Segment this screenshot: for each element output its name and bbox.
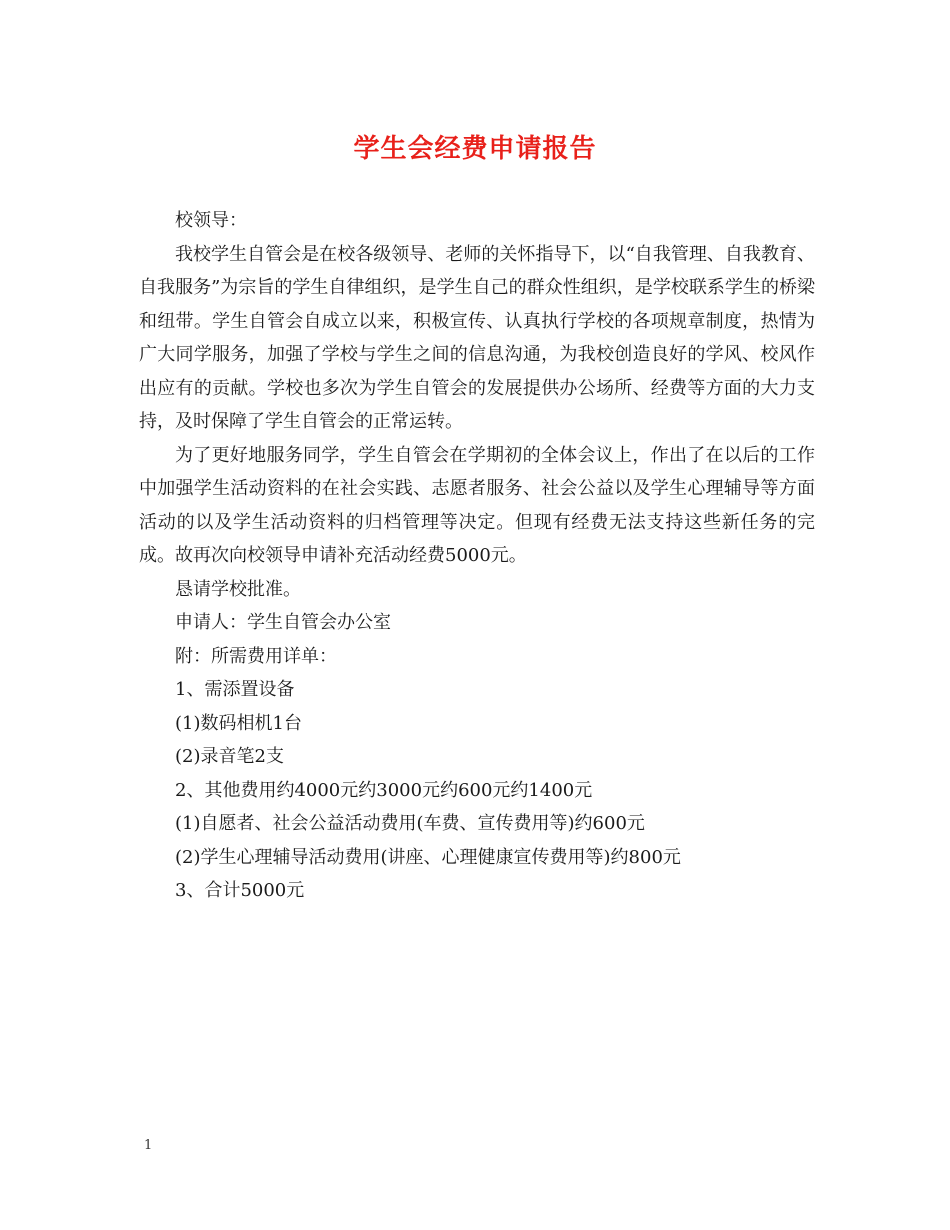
salutation: 校领导：: [175, 210, 247, 231]
paragraph-2: 为了更好地服务同学，学生自管会在学期初的全体会议上，作出了在以后的工作中加强学生活动资料的在社会实践、志愿者服务、社会公益以及学生心理辅导等方面活动的以及学生活动资料的归档管理等决定。但现有经费无法支持这些新任务的完成。故再次向校领导申请补充活动经费5000元。: [139, 444, 815, 566]
attachment-heading: 附：所需费用详单：: [175, 645, 337, 667]
list-item: (1)数码相机1台: [175, 712, 302, 734]
list-item: 2、其他费用约4000元约3000元约600元约1400元: [175, 779, 593, 801]
document-body: [139, 204, 815, 908]
list-item: (2)录音笔2支: [175, 746, 284, 767]
list-item: 3、合计5000元: [175, 880, 305, 901]
request-line: 恳请学校批准。: [175, 578, 301, 600]
list-item: 1、需添置设备: [175, 679, 295, 700]
list-item: (1)自愿者、社会公益活动费用(车费、宣传费用等)约600元: [175, 813, 645, 834]
applicant-line: 申请人：学生自管会办公室: [175, 612, 391, 633]
page-number: 1: [144, 1138, 153, 1153]
paragraph-1: 我校学生自管会是在校各级领导、老师的关怀指导下，以“自我管理、自我教育、自我服务”为宗旨的学生自律组织，是学生自己的群众性组织，是学校联系学生的桥梁和纽带。学生自管会自成立以来，积极宣传、认真执行学校的各项规章制度，热情为广大同学服务，加强了学校与学生之间的信息沟通，为我校创造良好的学风、校风作出应有的贡献。学校也多次为学生自管会的发展提供办公场所、经费等方面的大力支持，及时保障了学生自管会的正常运转。: [139, 243, 815, 432]
list-item: (2)学生心理辅导活动费用(讲座、心理健康宣传费用等)约800元: [175, 846, 681, 868]
document-title: 学生会经费申请报告: [353, 134, 597, 164]
